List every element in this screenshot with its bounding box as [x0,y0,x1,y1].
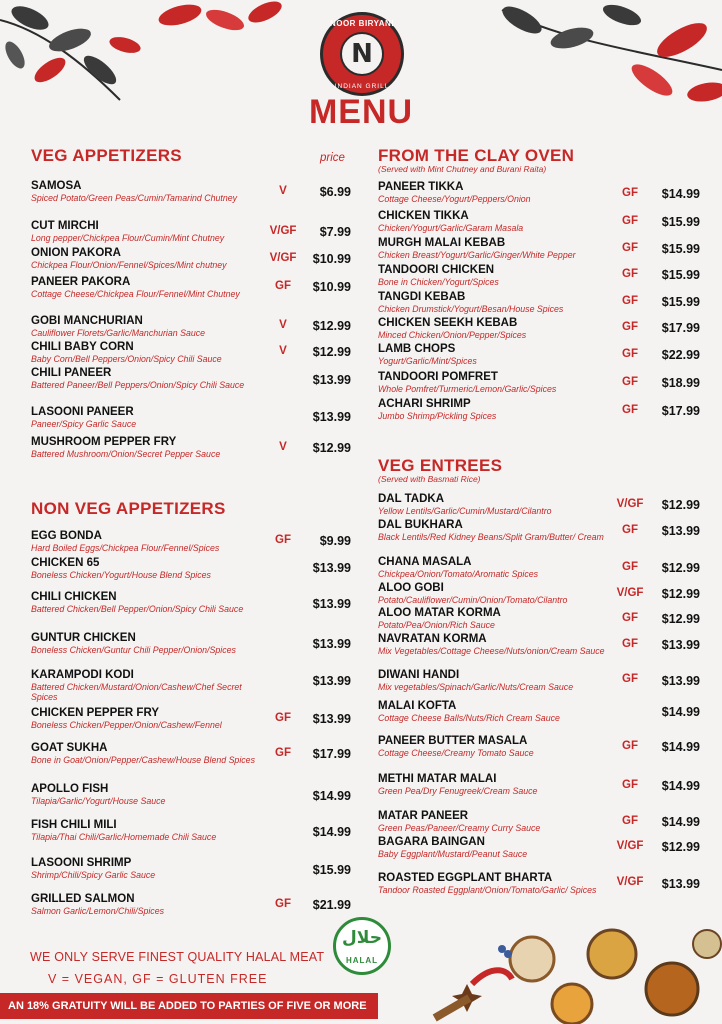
item-name: PANEER PAKORA [31,276,131,288]
menu-item [31,315,256,338]
item-price: $14.99 [661,779,700,793]
halal-arabic-text: حلال [342,928,382,947]
item-description: Potato/Pea/Onion/Rich Sauce [378,619,495,630]
item-tag: V [279,441,287,453]
item-description: Cottage Cheese/Yogurt/Peppers/Onion [378,193,531,204]
item-name: TANDOORI CHICKEN [378,264,495,276]
item-price: $18.99 [661,376,700,390]
item-price: $15.99 [661,268,700,282]
item-name: GRILLED SALMON [31,893,135,905]
item-price: $13.99 [661,877,700,891]
item-tag: GF [622,740,638,752]
section-title-non-veg-appetizers: NON VEG APPETIZERS [31,499,226,518]
item-description: Green Pea/Dry Fenugreek/Cream Sauce [378,785,538,796]
section-title-clay-oven: FROM THE CLAY OVEN [378,146,575,165]
item-tag: GF [622,348,638,360]
item-price: $13.99 [312,637,351,651]
item-price: $13.99 [312,712,351,726]
item-name: LASOONI SHRIMP [31,857,132,869]
menu-item [378,556,608,579]
item-tag: V/GF [269,225,297,237]
item-tag: GF [275,747,291,759]
item-name: LAMB CHOPS [378,343,456,355]
item-tag: GF [622,524,638,536]
item-description: Battered Chicken/Bell Pepper/Onion/Spicy Chili Sauce [31,603,244,614]
item-description: Spiced Potato/Green Peas/Cumin/Tamarind Chutney [31,192,238,203]
menu-item [378,669,608,692]
item-description: Chicken Breast/Yogurt/Garlic/Ginger/White Pepper [378,249,576,260]
menu-item [31,406,256,429]
section-title-veg-appetizers: VEG APPETIZERS [31,146,182,165]
item-description: Battered Mushroom/Onion/Secret Pepper Sauce [31,448,221,459]
item-tag: GF [622,779,638,791]
item-description: Shrimp/Chili/Spicy Garlic Sauce [31,869,156,880]
item-name: EGG BONDA [31,530,102,542]
logo-top-text: NOOR BIRYANI [329,19,395,28]
item-description: Mix Vegetables/Cottage Cheese/Nuts/onion/Cream Sauce [378,645,605,656]
item-tag: V/GF [616,498,644,510]
halal-badge-text: HALAL [345,956,379,965]
item-tag: GF [622,187,638,199]
item-price: $12.99 [312,441,351,455]
item-description: Tandoor Roasted Eggplant/Onion/Tomato/Garlic/ Spices [378,884,597,895]
item-tag: GF [622,242,638,254]
item-name: METHI MATAR MALAI [378,773,497,785]
item-name: CHICKEN PEPPER FRY [31,707,160,719]
logo-bottom-text: INDIAN GRILL [334,83,390,90]
item-name: CHANA MASALA [378,556,472,568]
item-name: DIWANI HANDI [378,669,460,681]
item-price: $13.99 [312,561,351,575]
item-price: $13.99 [312,373,351,387]
item-description: Boneless Chicken/Yogurt/House Blend Spices [31,569,211,580]
item-price: $14.99 [312,825,351,839]
menu-item [378,317,608,340]
item-name: CHICKEN SEEKH KEBAB [378,317,518,329]
menu-item [378,398,608,421]
item-name: APOLLO FISH [31,783,109,795]
item-description: Yellow Lentils/Garlic/Cumin/Mustard/Cilantro [378,505,552,516]
menu-item [31,436,261,459]
price-column-heading: price [320,152,345,164]
item-description: Green Peas/Paneer/Creamy Curry Sauce [378,822,541,833]
section-title-veg-entrees: VEG ENTREES [378,456,503,475]
menu-item [378,237,613,260]
menu-item [31,557,261,580]
menu-item [378,607,608,630]
item-description: Hard Boiled Eggs/Chickpea Flour/Fennel/Spices [31,542,220,553]
menu-item [31,742,261,765]
menu-item [378,371,608,394]
item-description: Jumbo Shrimp/Pickling Spices [378,410,497,421]
item-description: Bone in Chicken/Yogurt/Spices [378,276,499,287]
item-name: MATAR PANEER [378,810,469,822]
item-price: $12.99 [661,840,700,854]
item-name: PANEER BUTTER MASALA [378,735,528,747]
menu-item [378,264,608,287]
item-price: $15.99 [312,863,351,877]
menu-item [378,493,613,516]
dietary-legend: V = VEGAN, GF = GLUTEN FREE [48,972,268,986]
item-price: $7.99 [319,225,351,239]
item-price: $6.99 [319,185,351,199]
item-name: CHILI BABY CORN [31,341,134,353]
item-name: TANDOORI POMFRET [378,371,498,383]
item-name: ALOO GOBI [378,582,444,594]
item-tag: GF [622,612,638,624]
item-price: $17.99 [661,321,700,335]
item-price: $13.99 [661,674,700,688]
item-tag: GF [275,712,291,724]
item-name: GUNTUR CHICKEN [31,632,136,644]
item-price: $10.99 [312,280,351,294]
item-tag: GF [622,673,638,685]
item-name: GOAT SUKHA [31,742,108,754]
item-name: MUSHROOM PEPPER FRY [31,436,177,448]
item-description: Minced Chicken/Onion/Pepper/Spices [378,329,527,340]
menu-item [31,707,261,730]
menu-item [378,700,608,723]
logo-monogram: N [351,39,373,69]
halal-seal-ring [333,917,391,975]
halal-message: WE ONLY SERVE FINEST QUALITY HALAL MEAT [30,950,325,964]
item-description: Battered Paneer/Bell Peppers/Onion/Spicy Chili Sauce [31,379,245,390]
item-description: Cottage Cheese Balls/Nuts/Rich Cream Sauce [378,712,560,723]
item-tag: GF [622,215,638,227]
item-description: Long pepper/Chickpea Flour/Cumin/Mint Chutney [31,232,225,243]
gratuity-banner: AN 18% GRATUITY WILL BE ADDED TO PARTIES OF FIVE OR MORE [0,993,378,1019]
page-title: MENU [308,93,414,131]
menu-item [31,180,256,203]
menu-item [378,872,606,895]
item-name: MALAI KOFTA [378,700,457,712]
menu-item [378,773,608,796]
menu-item [378,181,608,204]
item-name: CHILI PANEER [31,367,112,379]
spices-illustration [412,924,722,1024]
item-tag: GF [622,295,638,307]
section-subtitle-clay-oven: (Served with Mint Chutney and Burani Raita) [378,164,547,174]
item-description: Potato/Cauliflower/Cumin/Onion/Tomato/Cilantro [378,594,568,605]
item-price: $15.99 [661,295,700,309]
item-name: TANGDI KEBAB [378,291,466,303]
item-description: Battered Chicken/Mustard/Onion/Cashew/Chef Secret Spices [31,681,242,702]
item-price: $12.99 [661,612,700,626]
item-description: Tilapia/Thai Chili/Garlic/Homemade Chili Sauce [31,831,217,842]
menu-item [378,836,608,859]
menu-item [31,819,266,842]
item-name: NAVRATAN KORMA [378,633,487,645]
item-name: LASOONI PANEER [31,406,134,418]
restaurant-logo [320,12,404,96]
item-price: $12.99 [312,345,351,359]
item-price: $12.99 [312,319,351,333]
menu-item [31,632,266,655]
item-description: Yogurt/Garlic/Mint/Spices [378,355,477,366]
item-name: KARAMPODI KODI [31,669,134,681]
item-tag: V/GF [616,840,644,852]
menu-item [31,276,246,299]
item-name: PANEER TIKKA [378,181,464,193]
item-description: Baby Corn/Bell Peppers/Onion/Spicy Chili Sauce [31,353,222,364]
menu-item [378,343,608,366]
item-description: Salmon Garlic/Lemon/Chili/Spices [31,905,164,916]
item-tag: V [279,345,287,357]
item-description: Cottage Cheese/Chickpea Flour/Fennel/Mint Chutney [31,288,240,299]
item-tag: GF [622,376,638,388]
item-description: Boneless Chicken/Pepper/Onion/Cashew/Fennel [31,719,222,730]
item-tag: GF [622,268,638,280]
menu-item [31,367,251,390]
item-tag: GF [622,404,638,416]
item-description: Cottage Cheese/Creamy Tomato Sauce [378,747,534,758]
item-description: Chicken/Yogurt/Garlic/Garam Masala [378,222,524,233]
item-tag: V [279,319,287,331]
item-description: Chicken Drumstick/Yogurt/Besan/House Spices [378,303,564,314]
menu-item [31,669,251,702]
item-price: $13.99 [661,524,700,538]
item-description: Chickpea/Onion/Tomato/Aromatic Spices [378,568,539,579]
item-tag: GF [275,898,291,910]
section-subtitle-veg-entrees: (Served with Basmati Rice) [378,474,481,484]
item-price: $15.99 [661,215,700,229]
item-price: $9.99 [319,534,351,548]
item-tag: GF [622,638,638,650]
item-name: ROASTED EGGPLANT BHARTA [378,872,553,884]
item-name: SAMOSA [31,180,82,192]
item-name: BAGARA BAINGAN [378,836,485,848]
menu-item [378,633,608,656]
menu-item [31,857,261,880]
item-name: CHILI CHICKEN [31,591,117,603]
item-description: Cauliflower Florets/Garlic/Manchurian Sauce [31,327,206,338]
menu-item [31,893,261,916]
menu-item [31,783,261,806]
menu-item [31,220,256,243]
item-price: $14.99 [661,705,700,719]
item-name: CUT MIRCHI [31,220,99,232]
item-tag: GF [622,815,638,827]
menu-item [378,582,613,605]
menu-item [378,291,608,314]
item-name: DAL BUKHARA [378,519,463,531]
item-description: Tilapia/Garlic/Yogurt/House Sauce [31,795,166,806]
item-description: Bone in Goat/Onion/Pepper/Cashew/House Blend Spices [31,754,255,765]
item-price: $10.99 [312,252,351,266]
item-name: CHICKEN TIKKA [378,210,469,222]
halal-badge [333,917,391,979]
item-price: $12.99 [661,561,700,575]
item-name: DAL TADKA [378,493,445,505]
item-price: $15.99 [661,242,700,256]
item-name: ACHARI SHRIMP [378,398,471,410]
item-price: $17.99 [312,747,351,761]
item-description: Black Lentils/Red Kidney Beans/Split Gram/Butter/ Cream [378,531,604,542]
item-price: $14.99 [312,789,351,803]
item-tag: V/GF [616,587,644,599]
item-price: $13.99 [312,674,351,688]
item-name: CHICKEN 65 [31,557,100,569]
item-price: $17.99 [661,404,700,418]
item-name: MURGH MALAI KEBAB [378,237,506,249]
item-price: $13.99 [312,597,351,611]
item-description: Boneless Chicken/Guntur Chili Pepper/Onion/Spices [31,644,236,655]
leaf-illustration-top [150,0,290,45]
item-price: $12.99 [661,498,700,512]
menu-item [378,519,606,542]
item-description: Mix vegetables/Spinach/Garlic/Nuts/Cream Sauce [378,681,574,692]
item-tag: V/GF [269,252,297,264]
item-price: $13.99 [312,410,351,424]
item-tag: GF [622,561,638,573]
menu-item [31,530,261,553]
item-price: $12.99 [661,587,700,601]
item-price: $13.99 [661,638,700,652]
item-tag: GF [622,321,638,333]
item-name: ONION PAKORA [31,247,121,259]
item-description: Paneer/Spicy Garlic Sauce [31,418,137,429]
item-price: $21.99 [312,898,351,912]
menu-item [31,591,251,614]
item-description: Chickpea Flour/Onion/Fennel/Spices/Mint chutney [31,259,227,270]
item-price: $14.99 [661,187,700,201]
item-name: FISH CHILI MILI [31,819,117,831]
menu-item [31,247,261,270]
item-name: GOBI MANCHURIAN [31,315,143,327]
item-tag: GF [275,534,291,546]
item-price: $14.99 [661,815,700,829]
item-description: Whole Pomfret/Turmeric/Lemon/Garlic/Spices [378,383,557,394]
item-tag: V [279,185,287,197]
menu-item [378,810,608,833]
item-price: $22.99 [661,348,700,362]
item-description: Baby Eggplant/Mustard/Peanut Sauce [378,848,528,859]
item-tag: V/GF [616,876,644,888]
item-name: ALOO MATAR KORMA [378,607,501,619]
item-tag: GF [275,280,291,292]
item-price: $14.99 [661,740,700,754]
menu-item [31,341,261,364]
menu-item [378,210,608,233]
menu-item [378,735,608,758]
